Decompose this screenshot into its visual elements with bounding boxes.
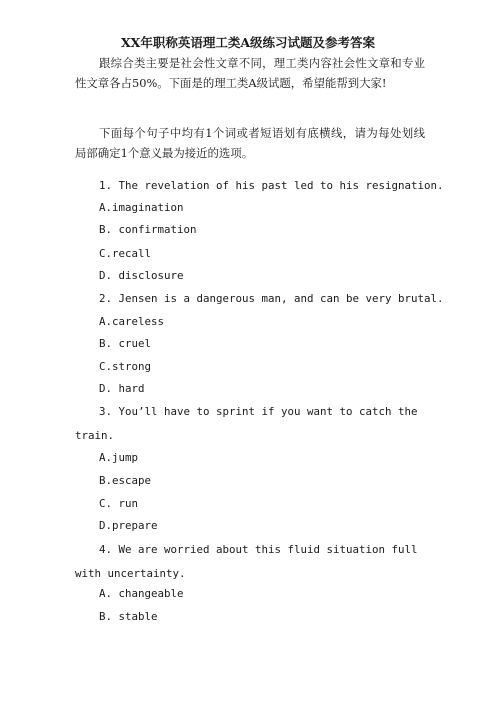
question-4-option-b: B. stable	[99, 610, 158, 623]
question-2-option-c: C.strong	[99, 360, 152, 373]
question-2-stem: 2. Jensen is a dangerous man, and can be very brutal.	[99, 292, 444, 305]
question-1-option-c: C.recall	[99, 247, 152, 260]
question-1-option-d: D. disclosure	[99, 269, 184, 282]
question-1-stem: 1. The revelation of his past led to his resignation.	[99, 179, 444, 192]
question-4-option-a: A. changeable	[99, 587, 184, 600]
question-2-option-b: B. cruel	[99, 337, 152, 350]
document-title: XX年职称英语理工类A级练习试题及参考答案	[120, 35, 376, 50]
question-3-option-a: A.jump	[99, 451, 139, 464]
intro-paragraph: 跟综合类主要是社会性文章不同，理工类内容社会性文章和专业性文章各占50%。下面是的理工类A级试题，希望能帮到大家!	[75, 56, 425, 90]
question-2-option-a: A.careless	[99, 315, 165, 328]
question-3-stem: 3. You’ll have to sprint if you want to catch the train.	[75, 405, 418, 442]
question-1-option-b: B. confirmation	[99, 223, 197, 236]
question-1-option-a: A.imagination	[99, 201, 184, 214]
question-3-option-d: D.prepare	[99, 519, 158, 532]
question-3-option-c: C. run	[99, 497, 139, 510]
question-2-option-d: D. hard	[99, 382, 145, 395]
question-4-stem: 4. We are worried about this fluid situation full with uncertainty.	[75, 543, 418, 580]
question-3-option-b: B.escape	[99, 474, 152, 487]
instruction-paragraph: 下面每个句子中均有1个词或者短语划有底横线，请为每处划线局部确定1个意义最为接近的选项。	[75, 126, 425, 160]
